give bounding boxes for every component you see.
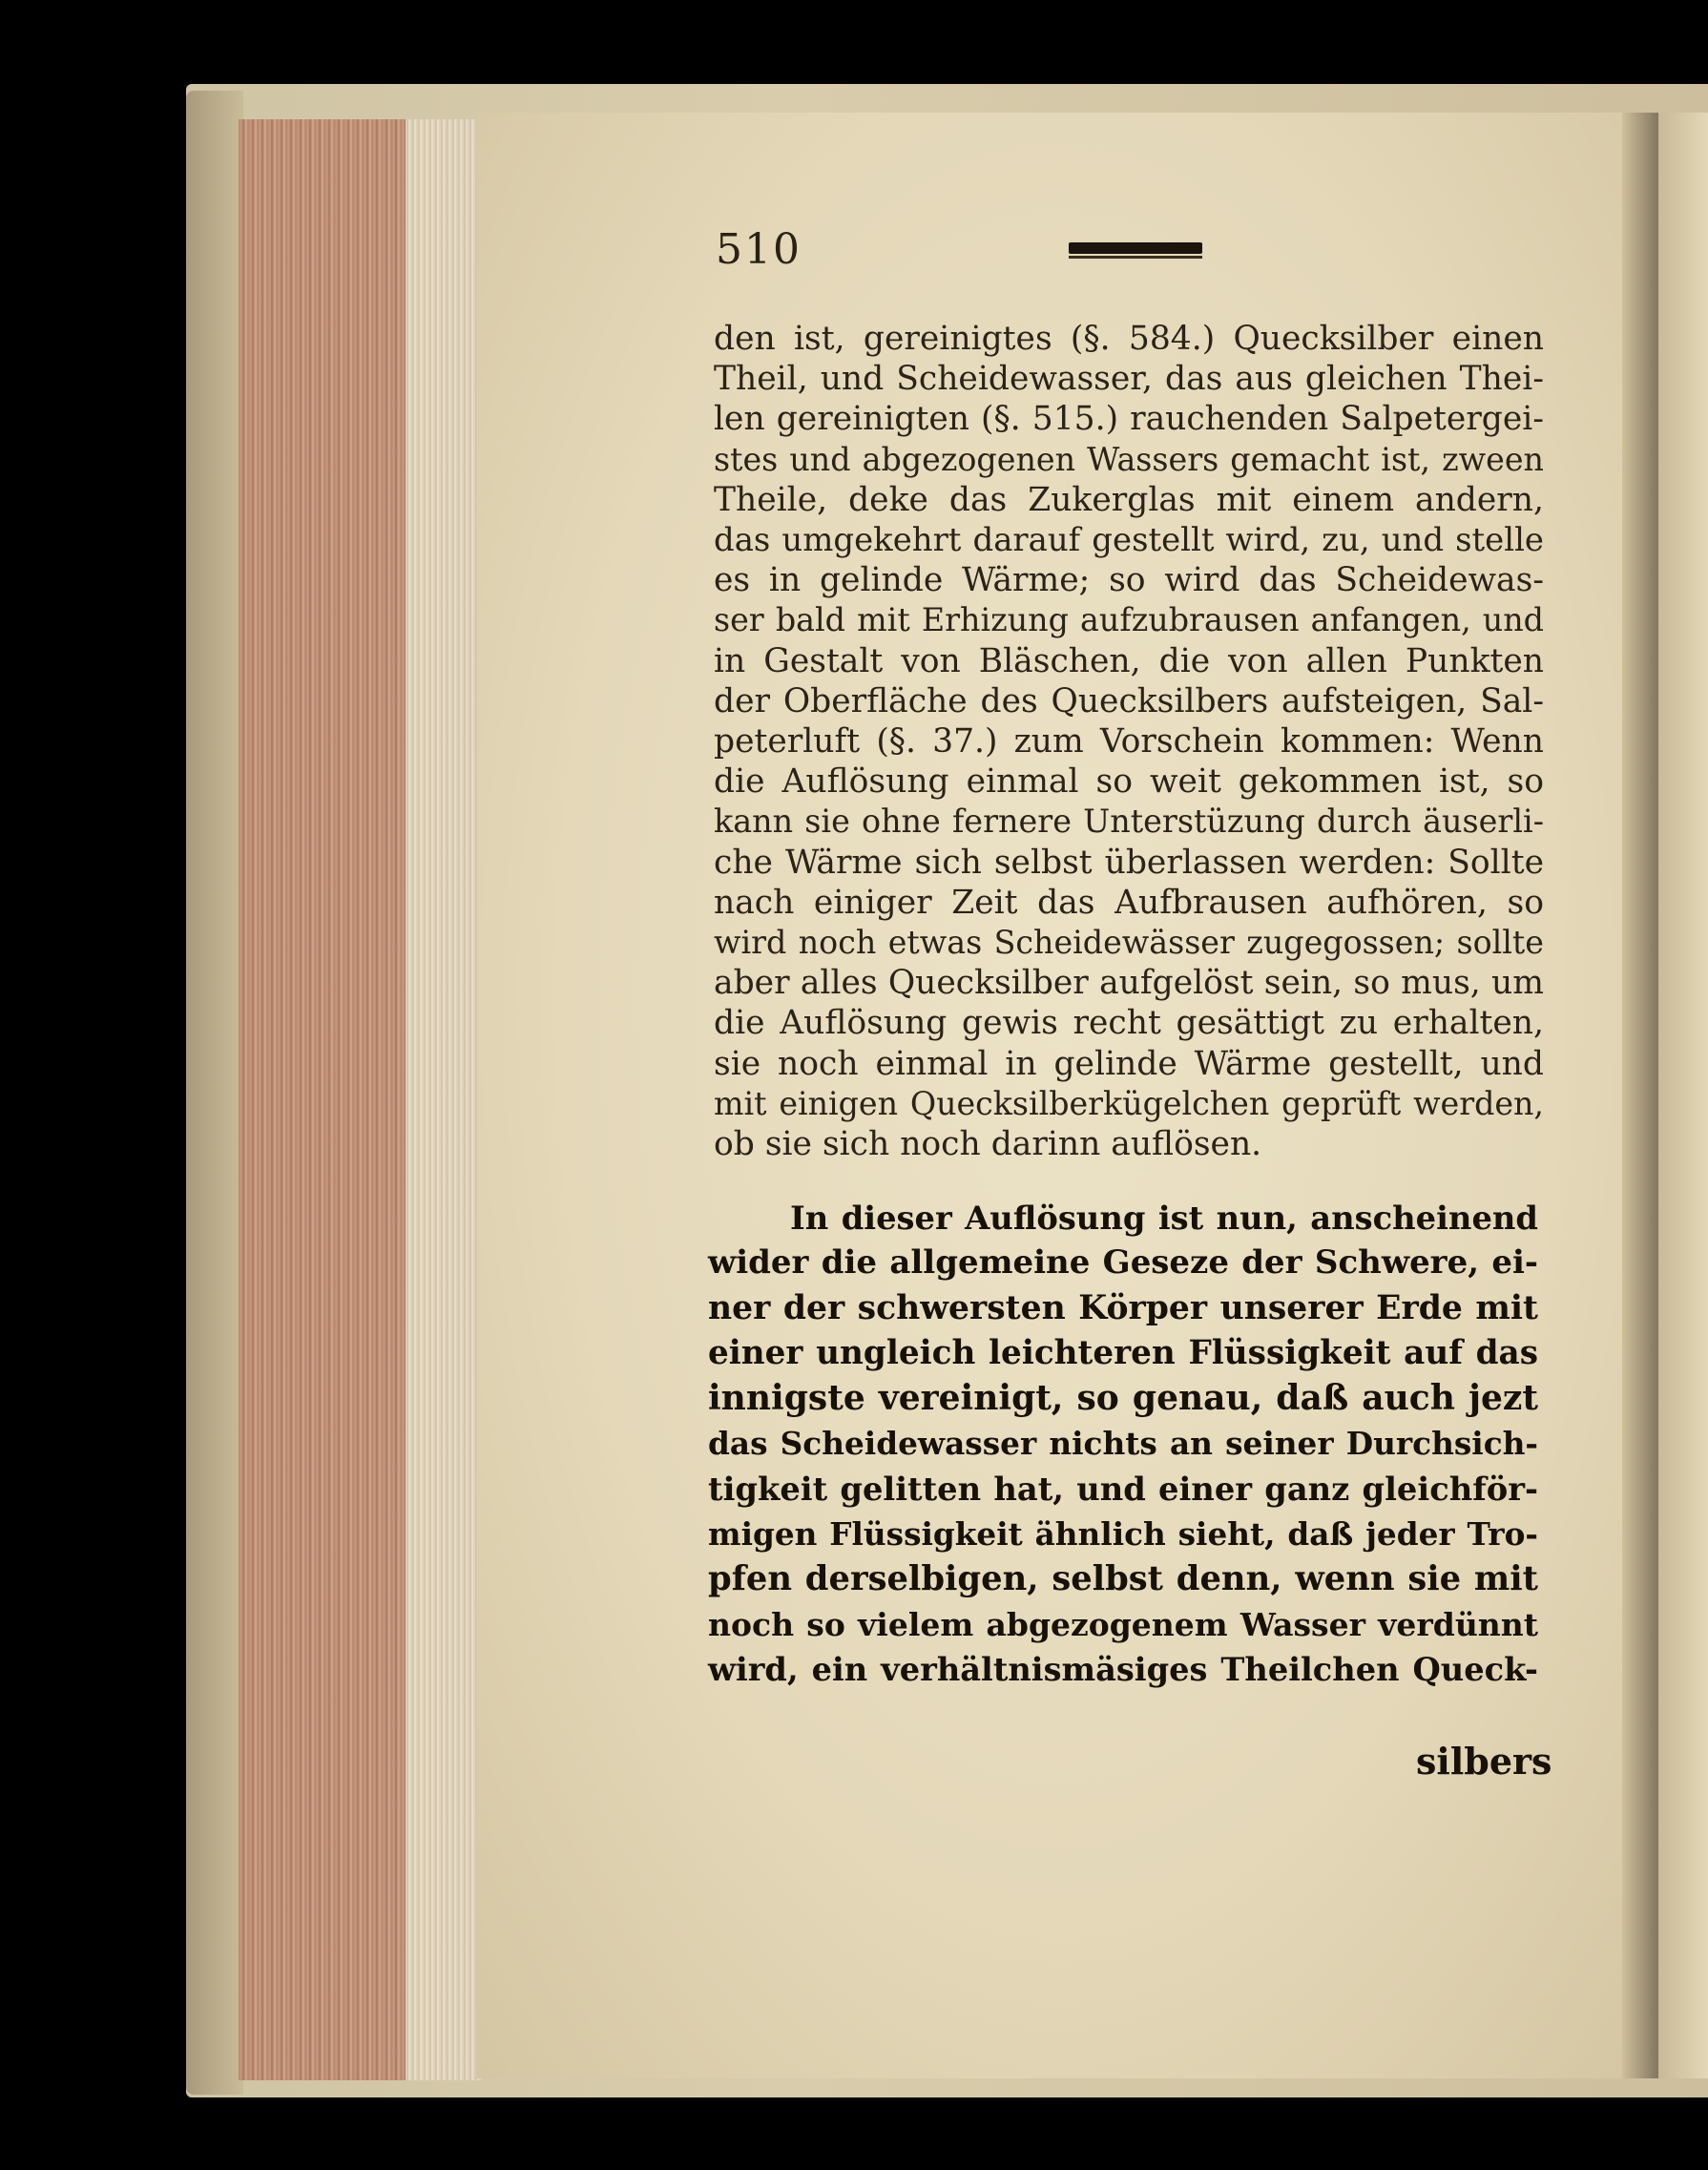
text-line: ner der schwersten Körper unserer Erde mit bbox=[708, 1288, 1538, 1327]
text-line: der Oberfläche des Quecksilbers aufsteigen, Sal- bbox=[714, 681, 1544, 720]
page-number: 510 bbox=[716, 225, 802, 274]
text-line: stes und abgezogenen Wassers gemacht ist, zween bbox=[714, 440, 1544, 478]
text-line-indented: In dieser Auflösung ist nun, anscheinend bbox=[790, 1199, 1538, 1237]
text-line: das umgekehrt darauf gestellt wird, zu, und stelle bbox=[714, 521, 1544, 559]
text-line: che Wärme sich selbst überlassen werden: Sollte bbox=[714, 843, 1544, 882]
text-line: aber alles Quecksilber aufgelöst sein, so mus, um bbox=[714, 964, 1544, 1003]
facing-page-strip bbox=[1658, 113, 1708, 2078]
text-line: einer ungleich leichteren Flüssigkeit auf das bbox=[708, 1333, 1538, 1372]
paragraph-continued bbox=[714, 319, 1544, 1164]
book-cover-edge bbox=[186, 91, 243, 2095]
book-gutter bbox=[1622, 113, 1660, 2078]
text-line: Theile, deke das Zukerglas mit einem andern, bbox=[714, 480, 1544, 519]
text-line: es in gelinde Wärme; so wird das Scheidewas- bbox=[714, 561, 1544, 600]
text-line: nach einiger Zeit das Aufbrausen aufhören, so bbox=[714, 883, 1544, 922]
text-line: kann sie ohne fernere Unterstüzung durch äuserli- bbox=[714, 803, 1544, 841]
text-line: die Auflösung einmal so weit gekommen ist, so bbox=[714, 762, 1544, 802]
text-line: das Scheidewasser nichts an seiner Durchsich- bbox=[708, 1425, 1538, 1463]
text-line: ser bald mit Erhizung aufzubrausen anfangen, und bbox=[714, 601, 1544, 639]
header-rule bbox=[1069, 242, 1202, 254]
text-line: sie noch einmal in gelinde Wärme gestellt, und bbox=[714, 1044, 1544, 1083]
text-line: noch so vielem abgezogenem Wasser verdünnt bbox=[708, 1605, 1538, 1643]
text-line: pfen derselbigen, selbst denn, wenn sie mit bbox=[708, 1559, 1538, 1599]
text-line: wird, ein verhältnismäsiges Theilchen Queck- bbox=[708, 1649, 1538, 1688]
text-line: mit einigen Quecksilberkügelchen geprüft werden, bbox=[714, 1084, 1544, 1122]
text-line: den ist, gereinigtes (§. 584.) Quecksilber einen bbox=[714, 320, 1544, 358]
page-block-edge-light bbox=[406, 119, 482, 2080]
text-line: migen Flüssigkeit ähnlich sieht, daß jeder Tro- bbox=[708, 1515, 1538, 1554]
text-line: wird noch etwas Scheidewässer zugegossen; sollte bbox=[714, 924, 1544, 962]
text-line: in Gestalt von Bläschen, die von allen Punkten bbox=[714, 641, 1544, 680]
text-line: die Auflösung gewis recht gesättigt zu erhalten, bbox=[714, 1004, 1544, 1043]
text-line: peterluft (§. 37.) zum Vorschein kommen: Wenn bbox=[714, 722, 1544, 762]
text-line: len gereinigten (§. 515.) rauchenden Salpetergei- bbox=[714, 400, 1544, 439]
text-line: wider die allgemeine Geseze der Schwere, ei- bbox=[708, 1243, 1538, 1283]
paragraph-main bbox=[708, 1196, 1538, 1692]
text-line: tigkeit gelitten hat, und einer ganz gleichför- bbox=[708, 1469, 1538, 1508]
text-line-last: ob sie sich noch darinn auflösen. bbox=[714, 1125, 1262, 1164]
catchword: silbers bbox=[1416, 1740, 1552, 1783]
text-line: Theil, und Scheidewasser, das aus gleichen Thei- bbox=[714, 360, 1544, 399]
text-line: innigste vereinigt, so genau, daß auch jezt bbox=[708, 1378, 1538, 1419]
